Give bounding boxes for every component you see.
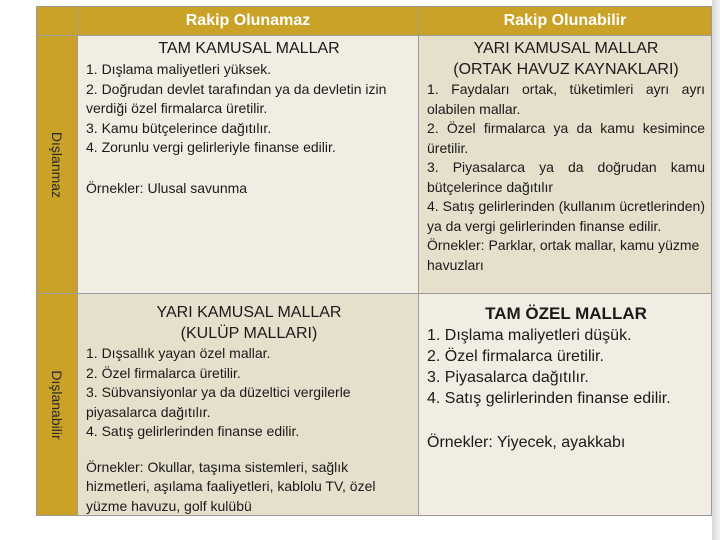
cell-title: TAM ÖZEL MALLAR — [485, 304, 647, 323]
list-item: 1. Dışlama maliyetleri yüksek. — [86, 61, 272, 77]
row-header-excludable-label: Dışlanabilir — [49, 369, 65, 440]
list-item: 1. Faydaları ortak, tüketimleri ayrı ayrı olabilen mallar. — [427, 81, 705, 117]
cell-common-pool-resources — [419, 36, 711, 293]
list-item: 2. Doğrudan devlet tarafından ya da devletin izin verdiği özel firmalarca üretilir. — [86, 80, 387, 116]
list-item: 1. Dışsallık yayan özel mallar. — [86, 345, 271, 361]
list-item: 3. Kamu bütçelerince dağıtılır. — [86, 119, 272, 136]
list-item: 2. Özel firmalarca üretilir. — [86, 364, 241, 381]
cell-subtitle: (KULÜP MALLARI) — [180, 325, 318, 342]
list-item: 4. Satış gelirlerinden finanse edilir. — [86, 423, 300, 439]
row-header-non-excludable-label: Dışlanmaz — [49, 131, 65, 198]
list-item: 3. Piyasalarca ya da doğrudan kamu bütçelerince dağıtılır — [427, 159, 705, 195]
cell-pure-public-goods — [78, 36, 418, 293]
column-header-rival: Rakip Olunabilir — [419, 7, 711, 35]
cell-title: TAM KAMUSAL MALLAR — [158, 40, 340, 57]
cell-title: YARI KAMUSAL MALLAR — [473, 40, 659, 57]
examples-text: Örnekler: Yiyecek, ayakkabı — [427, 434, 626, 451]
list-item: 4. Satış gelirlerinden (kullanım ücretlerinden) ya da vergi gelirlerinden finanse edilir. — [427, 198, 705, 234]
list-item: 4. Zorunlu vergi gelirleriyle finanse edilir. — [86, 139, 336, 155]
column-header-non-rival: Rakip Olunamaz — [78, 7, 418, 35]
list-item: 3. Piyasalarca dağıtılır. — [427, 369, 589, 386]
list-item: 2. Özel firmalarca ya da kamu kesimince üretilir. — [427, 120, 705, 156]
slide-edge-shadow — [712, 0, 720, 540]
row-header-non-excludable — [37, 36, 77, 293]
examples-text: Örnekler: Parklar, ortak mallar, kamu yüzme havuzları — [427, 237, 700, 273]
cell-subtitle: (ORTAK HAVUZ KAYNAKLARI) — [453, 61, 679, 78]
list-item: 4. Satış gelirlerinden finanse edilir. — [427, 390, 671, 407]
cell-club-goods — [78, 294, 418, 515]
row-header-excludable — [37, 294, 77, 515]
examples-text: Örnekler: Ulusal savunma — [86, 179, 248, 196]
list-item: 2. Özel firmalarca üretilir. — [427, 348, 604, 365]
cell-pure-private-goods — [419, 294, 711, 515]
goods-classification-table — [36, 6, 712, 516]
corner-cell — [37, 7, 77, 35]
list-item: 1. Dışlama maliyetleri düşük. — [427, 327, 632, 344]
list-item: 3. Sübvansiyonlar ya da düzeltici vergilerle piyasalarca dağıtılır. — [86, 384, 351, 420]
cell-title: YARI KAMUSAL MALLAR — [156, 304, 342, 321]
examples-text: Örnekler: Okullar, taşıma sistemleri, sağlık hizmetleri, aşılama faaliyetleri, kablolu TV, özel yüzme havuzu, golf kulübü — [86, 458, 376, 514]
